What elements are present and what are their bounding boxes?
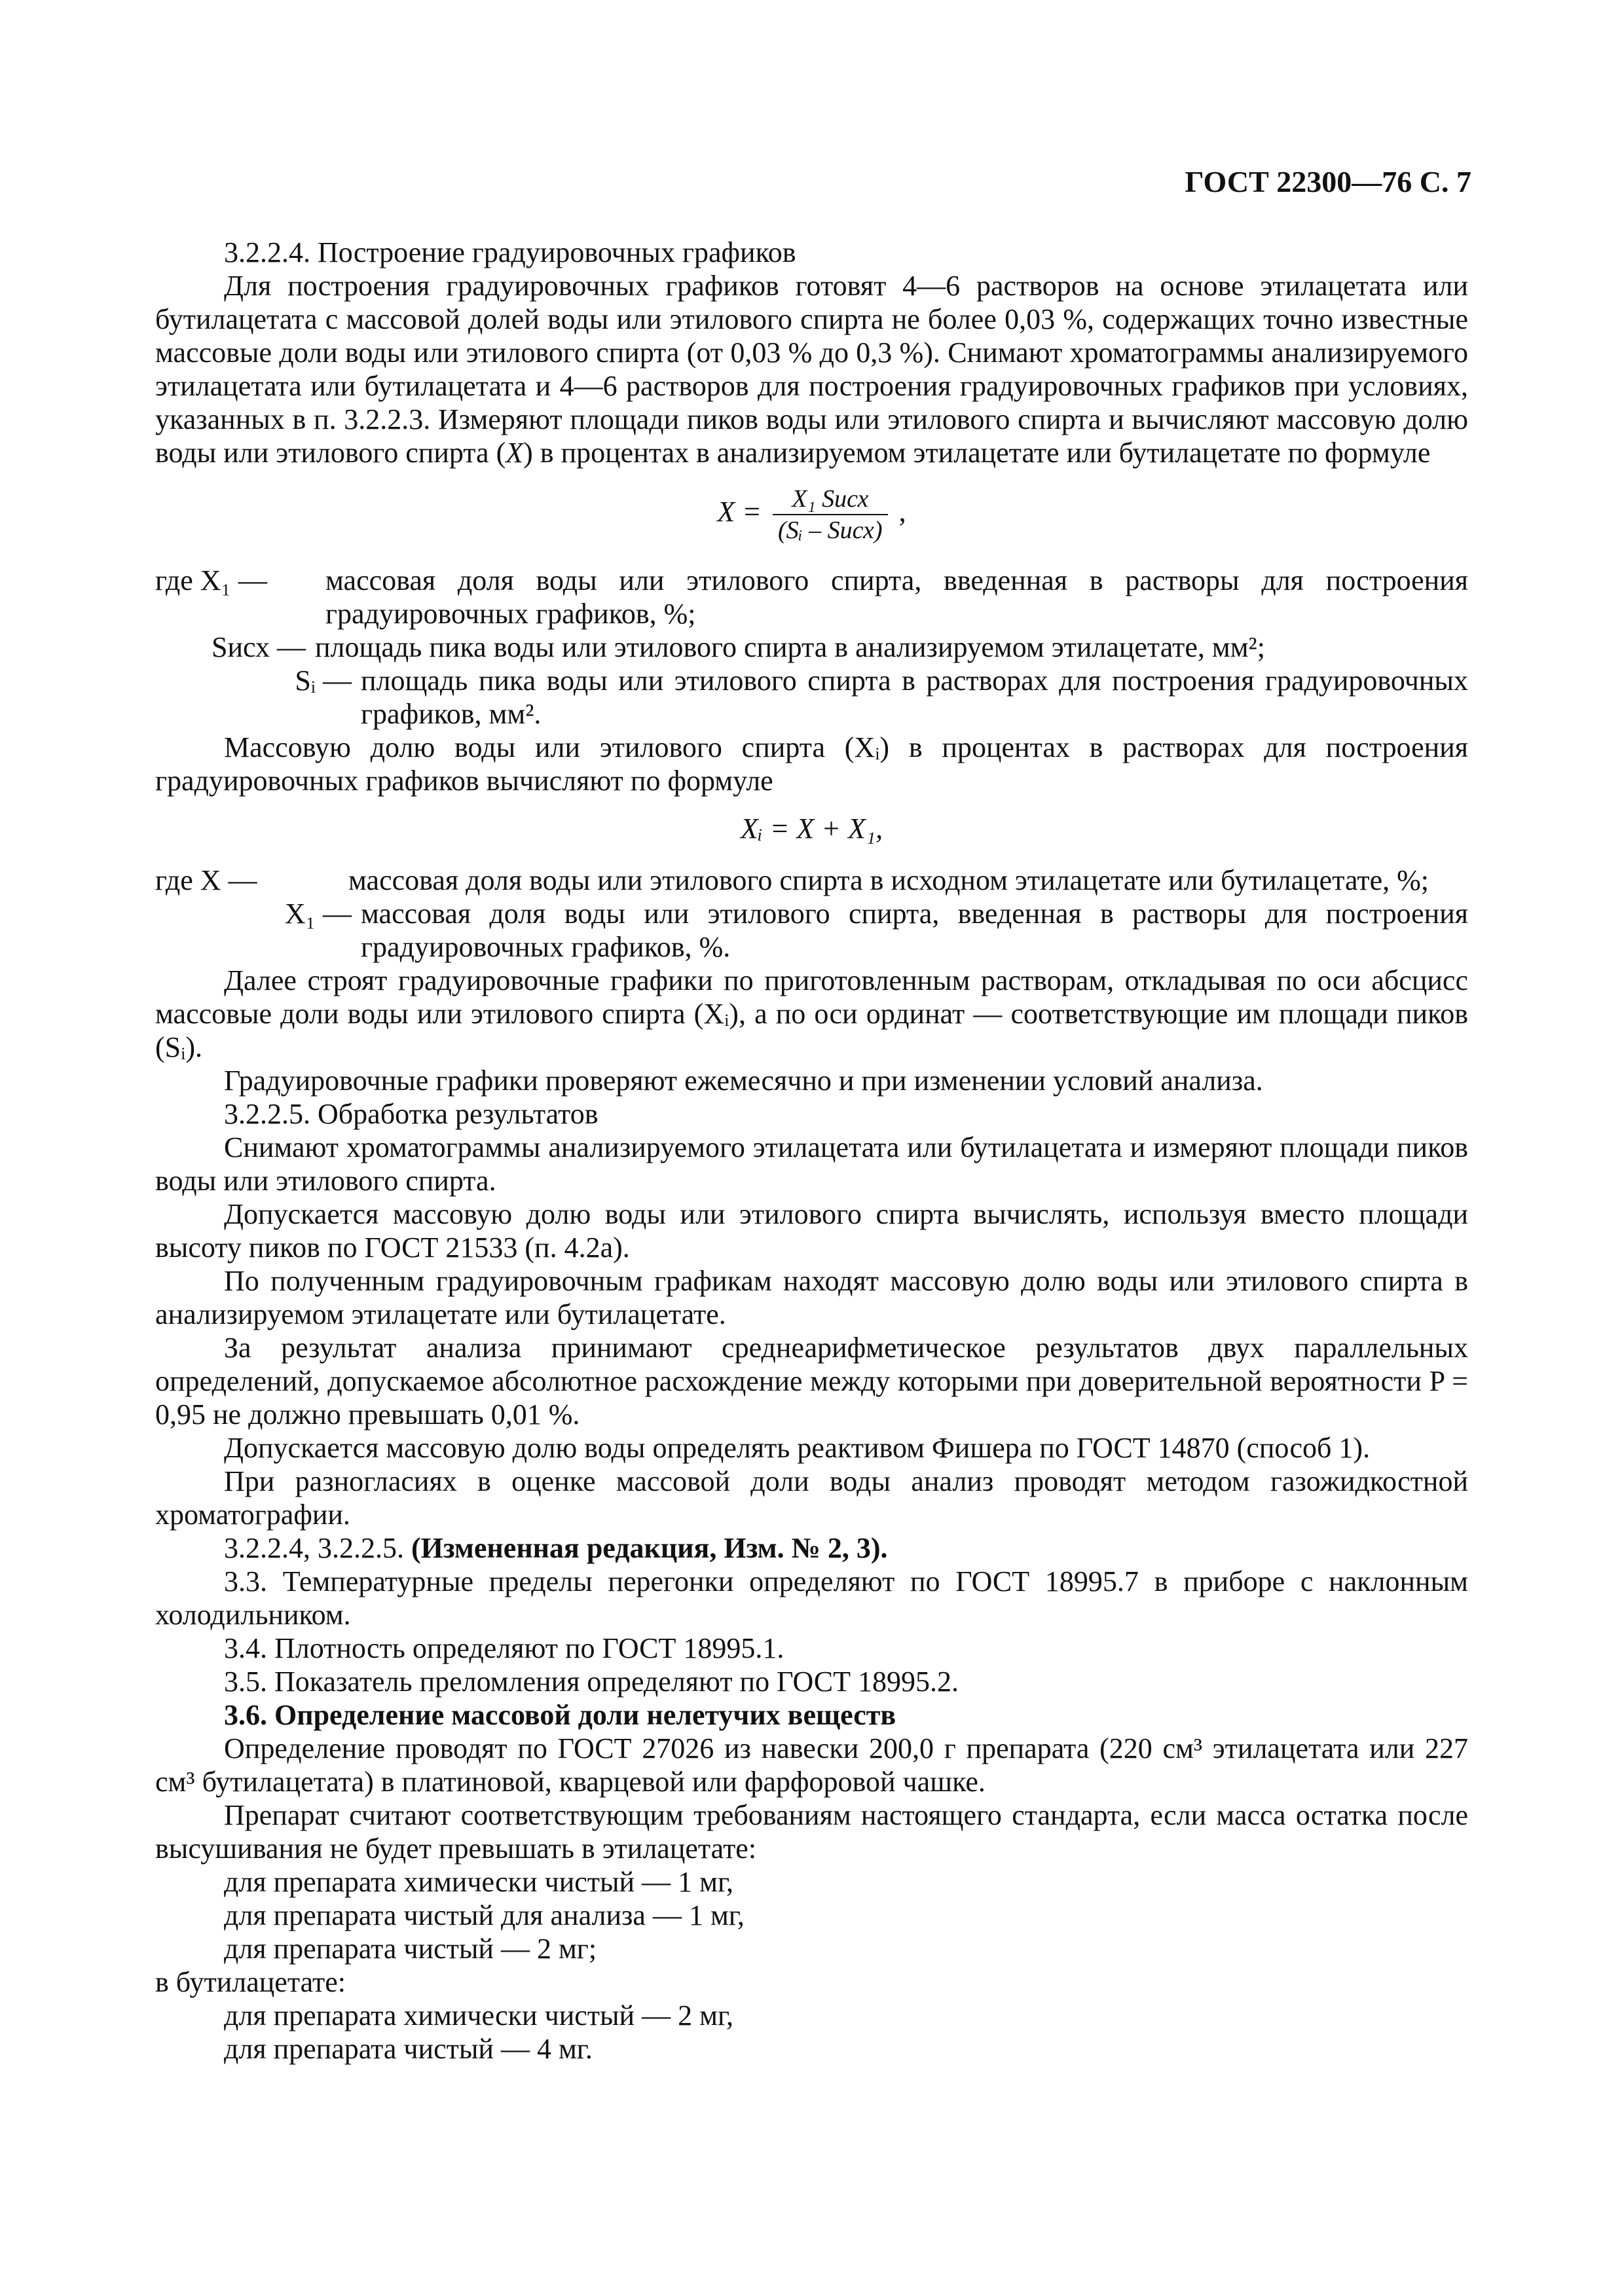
paragraph-xi-formula-intro: Массовую долю воды или этилового спирта (Xᵢ) в процентах в растворах для построения градуировочных графиков вычисляют по формуле — [155, 731, 1468, 797]
paragraph-3-3: 3.3. Температурные пределы перегонки определяют по ГОСТ 18995.7 в приборе с наклонным холодильником. — [155, 1565, 1468, 1631]
list-item: для препарата химически чистый — 2 мг, — [224, 1999, 734, 2032]
paragraph-find-fraction: По полученным градуировочным графикам находят массовую долю воды или этилового спирта в анализируемом этилацетате или бутилацетате. — [155, 1265, 1468, 1330]
paragraph-3-4: 3.4. Плотность определяют по ГОСТ 18995.1. — [224, 1632, 784, 1664]
list-item: для препарата чистый — 2 мг; — [224, 1933, 597, 1965]
paragraph-peak-height: Допускается массовую долю воды или этилового спирта вычислять, используя вместо площади высоту пиков по ГОСТ 21533 (п. 4.2а). — [155, 1198, 1468, 1264]
list-item: для препарата чистый — 4 мг. — [224, 2033, 593, 2065]
list-item: для препарата чистый для анализа — 1 мг, — [224, 1899, 745, 1931]
formula-xi: Xᵢ = X + X₁, — [740, 812, 883, 845]
paragraph-amendment: 3.2.2.4, 3.2.2.5. (Измененная редакция, Изм. № 2, 3). — [224, 1532, 888, 1564]
list-ethyl-acetate — [155, 1865, 1468, 1965]
paragraph-chromatograms: Снимают хроматограммы анализируемого этилацетата или бутилацетата и измеряют площади пиков воды или этилового спирта. — [155, 1131, 1468, 1197]
section-title-3225: 3.2.2.5. Обработка результатов — [224, 1098, 599, 1130]
paragraph-disagreements: При разногласиях в оценке массовой доли воды анализ проводят методом газожидкостной хроматографии. — [155, 1465, 1468, 1531]
paragraph-3-5: 3.5. Показатель преломления определяют по ГОСТ 18995.2. — [224, 1666, 959, 1698]
paragraph-calibration-intro: Для построения градуировочных графиков готовят 4—6 растворов на основе этилацетата или бутилацетата с массовой долей воды или этилового спирта не более 0,03 %, содержащих точно известные массовые доли воды или этилового спирта (от 0,03 % до 0,3 %). Снимают хроматограммы анализируемого этилацетата или бутилацетата и 4—6 растворов для построения градуировочных графиков при условиях, указанных в п. 3.2.2.3. Измеряют площади пиков воды или этилового спирта и вычисляют массовую долю воды или этилового спирта (X) в процентах в анализируемом этилацетате или бутилацетате по формуле — [155, 270, 1468, 469]
definition-x1: где X₁ — массовая доля воды или этилового спирта, введенная в растворы для построения градуировочных графиков, %; — [155, 564, 1468, 630]
paragraph-compliance: Препарат считают соответствующим требованиям настоящего стандарта, если масса остатка после высушивания не будет превышать в этилацетате: — [155, 1799, 1468, 1865]
paragraph-monthly-check: Градуировочные графики проверяют ежемесячно и при изменении условий анализа. — [224, 1065, 1263, 1097]
definition-x1-second: X₁ — массовая доля воды или этилового спирта, введенная в растворы для построения градуировочных графиков, %. — [284, 898, 1468, 963]
paragraph-plot-graphs: Далее строят градуировочные графики по приготовленным растворам, откладывая по оси абсцисс массовые доли воды или этилового спирта (Xᵢ), а по оси ординат — соответствующие им площади пиков (Sᵢ). — [155, 964, 1468, 1063]
paragraph-fischer: Допускается массовую долю воды определять реактивом Фишера по ГОСТ 14870 (способ 1). — [224, 1432, 1371, 1464]
list-butyl-acetate — [155, 1999, 1468, 2066]
section-title-36: 3.6. Определение массовой доли нелетучих веществ — [224, 1699, 896, 1731]
definition-si: Sᵢ — площадь пика воды или этилового спирта в растворах для построения градуировочных графиков, мм². — [295, 665, 1468, 730]
section-title-3224: 3.2.2.4. Построение градуировочных графиков — [224, 236, 796, 268]
butyl-acetate-label: в бутилацетате: — [155, 1966, 346, 1998]
list-item: для препарата химически чистый — 1 мг, — [224, 1866, 734, 1898]
definition-s-isx: Sисх — площадь пика воды или этилового спирта в анализируемом этилацетате, мм²; — [212, 631, 1265, 663]
definition-x: где X — массовая доля воды или этилового спирта в исходном этилацетате или бутилацетате, %; — [155, 864, 1429, 896]
paragraph-result: За результат анализа принимают среднеарифметическое результатов двух параллельных определений, допускаемое абсолютное расхождение между которыми при доверительной вероятности P = 0,95 не должно превышать 0,01 %. — [155, 1332, 1468, 1430]
paragraph-determination: Определение проводят по ГОСТ 27026 из навески 200,0 г препарата (220 см³ этилацетата или 227 см³ бутилацетата) в платиновой, кварцевой или фарфоровой чашке. — [155, 1732, 1468, 1798]
formula-x: X = $\frac{\text{X₁ Sисх}}{\text{(Sᵢ – Sисх)}}$ , — [717, 485, 906, 544]
page-content — [155, 236, 1468, 2066]
page-header: ГОСТ 22300—76 С. 7 — [1185, 165, 1471, 198]
formula-fraction: $\frac{\text{X₁ Sисх}}{\text{(Sᵢ – Sисх)}}$ — [773, 484, 888, 545]
